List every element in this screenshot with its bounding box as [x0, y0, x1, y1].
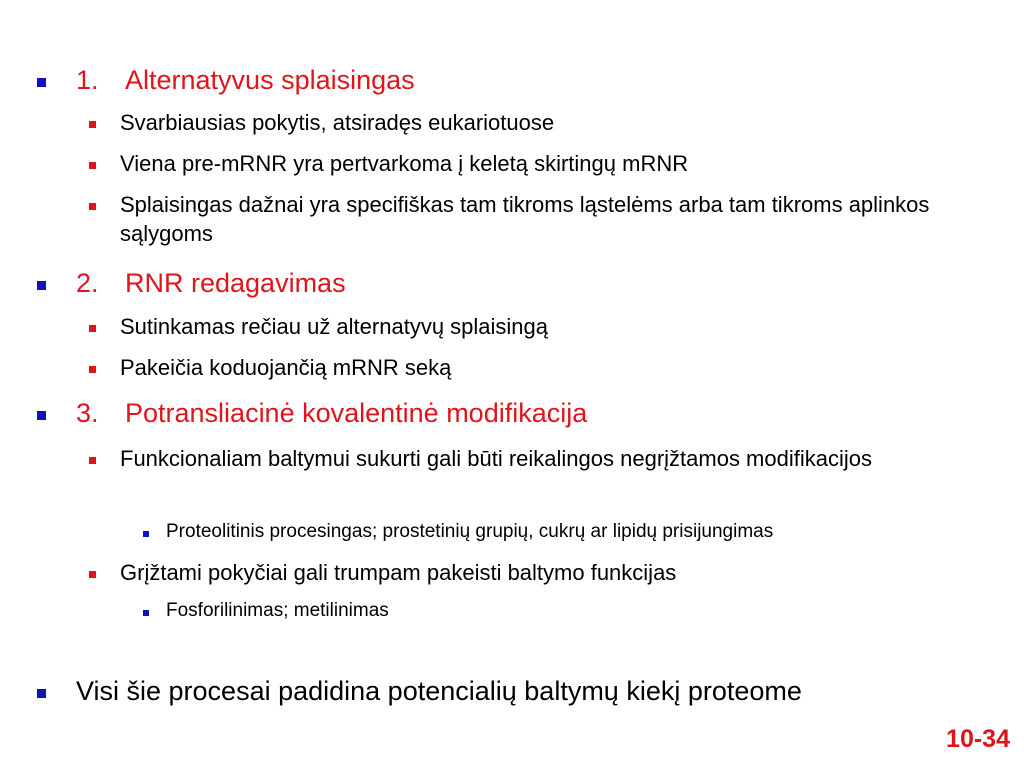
- section-number: 3.: [76, 398, 99, 428]
- conclusion-bullet-icon: [37, 689, 46, 698]
- section-number: 1.: [76, 65, 99, 95]
- section-number: 2.: [76, 268, 99, 298]
- sub-bullet-icon: [89, 121, 96, 128]
- section-title: Alternatyvus splaisingas: [125, 65, 415, 95]
- sub-sub-bullet-icon: [143, 610, 149, 616]
- sub-bullet-icon: [89, 571, 96, 578]
- section-bullet-icon: [37, 411, 46, 420]
- sub-sub-bullet-icon: [143, 531, 149, 537]
- section-bullet-icon: [37, 281, 46, 290]
- section-title: RNR redagavimas: [125, 268, 346, 298]
- section-title: Potransliacinė kovalentinė modifikacija: [125, 398, 588, 428]
- slide-number: 10-34: [946, 725, 1010, 753]
- sub-bullet-icon: [89, 457, 96, 464]
- list-item-text: Funkcionaliam baltymui sukurti gali būti reikalingos negrįžtamos modifikacijos: [120, 446, 872, 471]
- conclusion-text: Visi šie procesai padidina potencialių baltymų kiekį proteome: [76, 676, 802, 706]
- list-item-text: Pakeičia koduojančią mRNR seką: [120, 355, 452, 380]
- sub-bullet-icon: [89, 325, 96, 332]
- section-heading: [76, 397, 994, 431]
- sub-bullet-icon: [89, 162, 96, 169]
- sub-bullet-icon: [89, 203, 96, 210]
- list-item-text: Viena pre-mRNR yra pertvarkoma į keletą skirtingų mRNR: [120, 151, 689, 176]
- list-item-text: Splaisingas dažnai yra specifiškas tam tikroms ląstelėms arba tam tikroms aplinkos sąlygoms: [120, 192, 930, 247]
- list-item-text: Grįžtami pokyčiai gali trumpam pakeisti baltymo funkcijas: [120, 560, 677, 585]
- section-bullet-icon: [37, 78, 46, 87]
- list-item-text: Sutinkamas rečiau už alternatyvų splaisingą: [120, 314, 549, 339]
- sub-bullet-icon: [89, 366, 96, 373]
- list-item-text: Svarbiausias pokytis, atsiradęs eukariotuose: [120, 110, 555, 135]
- sub-list-item-text: Fosforilinimas; metilinimas: [166, 600, 389, 621]
- section-heading: [76, 64, 994, 98]
- sub-list-item-text: Proteolitinis procesingas; prostetinių grupių, cukrų ar lipidų prisijungimas: [166, 521, 774, 542]
- section-heading: [76, 267, 994, 301]
